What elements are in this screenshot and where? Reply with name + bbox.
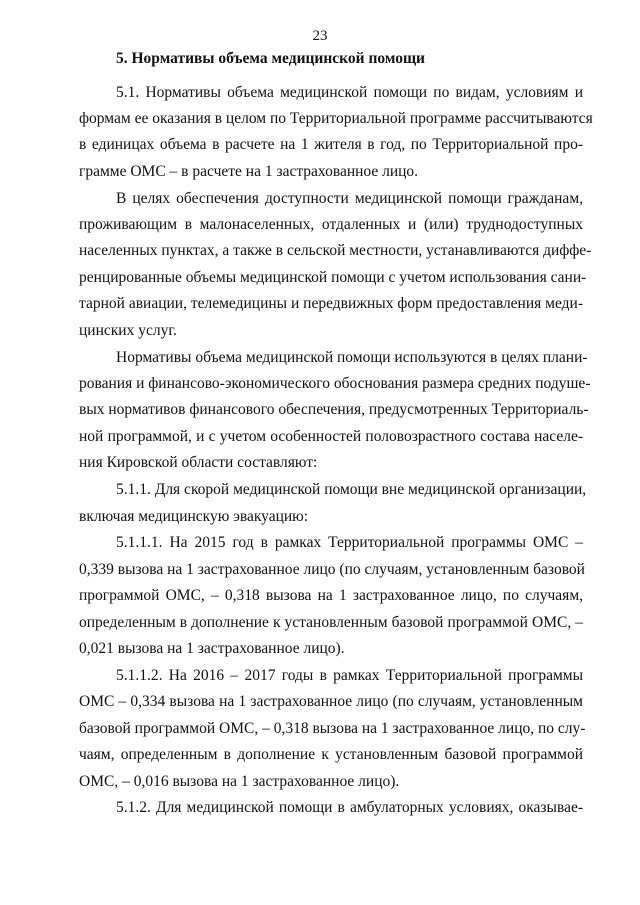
- text-line: цинских услуг.: [79, 322, 177, 339]
- text-line: 0,021 вызова на 1 застрахованное лицо).: [79, 640, 345, 657]
- text-line: тарной авиации, телемедицины и передвижных форм предоставления меди-: [79, 295, 583, 312]
- text-line: ОМС, – 0,016 вызова на 1 застрахованное лицо).: [79, 773, 400, 790]
- text-line: включая медицинскую эвакуацию:: [79, 508, 309, 525]
- text-line: 5.1.1. Для скорой медицинской помощи вне медицинской организации,: [116, 481, 587, 498]
- text-line: формам ее оказания в целом по Территориальной программе рассчитываются: [79, 110, 593, 127]
- text-line: базовой программой ОМС, – 0,318 вызова на 1 застрахованное лицо, по слу-: [79, 720, 586, 737]
- text-line: определенным в дополнение к установленным базовой программой ОМС, –: [79, 614, 583, 631]
- text-line: чаям, определенным в дополнение к установленным базовой программой: [79, 746, 583, 763]
- text-line: в единицах объема в расчете на 1 жителя в год, по Территориальной про-: [79, 136, 583, 153]
- text-line: вых нормативов финансового обеспечения, предусмотренных Территориаль-: [79, 401, 589, 418]
- section-heading: 5. Нормативы объема медицинской помощи: [116, 50, 425, 67]
- text-line: В целях обеспечения доступности медицинской помощи гражданам,: [116, 190, 583, 207]
- text-line: Нормативы объема медицинской помощи используются в целях плани-: [116, 349, 588, 366]
- text-line: ной программой, и с учетом особенностей половозрастного состава населе-: [79, 428, 583, 445]
- text-line: грамме ОМС – в расчете на 1 застрахованное лицо.: [79, 163, 419, 180]
- text-line: ния Кировской области составляют:: [79, 454, 318, 471]
- text-line: рования и финансово-экономического обоснования размера средних подуше-: [79, 375, 591, 392]
- text-line: ОМС – 0,334 вызова на 1 застрахованное лицо (по случаям, установленным: [79, 693, 583, 710]
- text-line: населенных пунктах, а также в сельской местности, устанавливаются диффе-: [79, 242, 592, 259]
- text-line: 5.1.1.1. На 2015 год в рамках Территориальной программы ОМС –: [116, 534, 583, 551]
- text-line: 5.1. Нормативы объема медицинской помощи по видам, условиям и: [116, 84, 583, 101]
- text-line: проживающим в малонаселенных, отдаленных и (или) труднодоступных: [79, 216, 583, 233]
- text-line: программой ОМС, – 0,318 вызова на 1 застрахованное лицо, по случаям,: [79, 587, 583, 604]
- text-line: 0,339 вызова на 1 застрахованное лицо (по случаям, установленным базовой: [79, 561, 585, 578]
- text-line: ренцированные объемы медицинской помощи с учетом использования сани-: [79, 269, 587, 286]
- page-number: 23: [312, 28, 328, 44]
- text-line: 5.1.1.2. На 2016 – 2017 годы в рамках Территориальной программы: [116, 667, 583, 684]
- text-line: 5.1.2. Для медицинской помощи в амбулаторных условиях, оказывае-: [116, 799, 583, 816]
